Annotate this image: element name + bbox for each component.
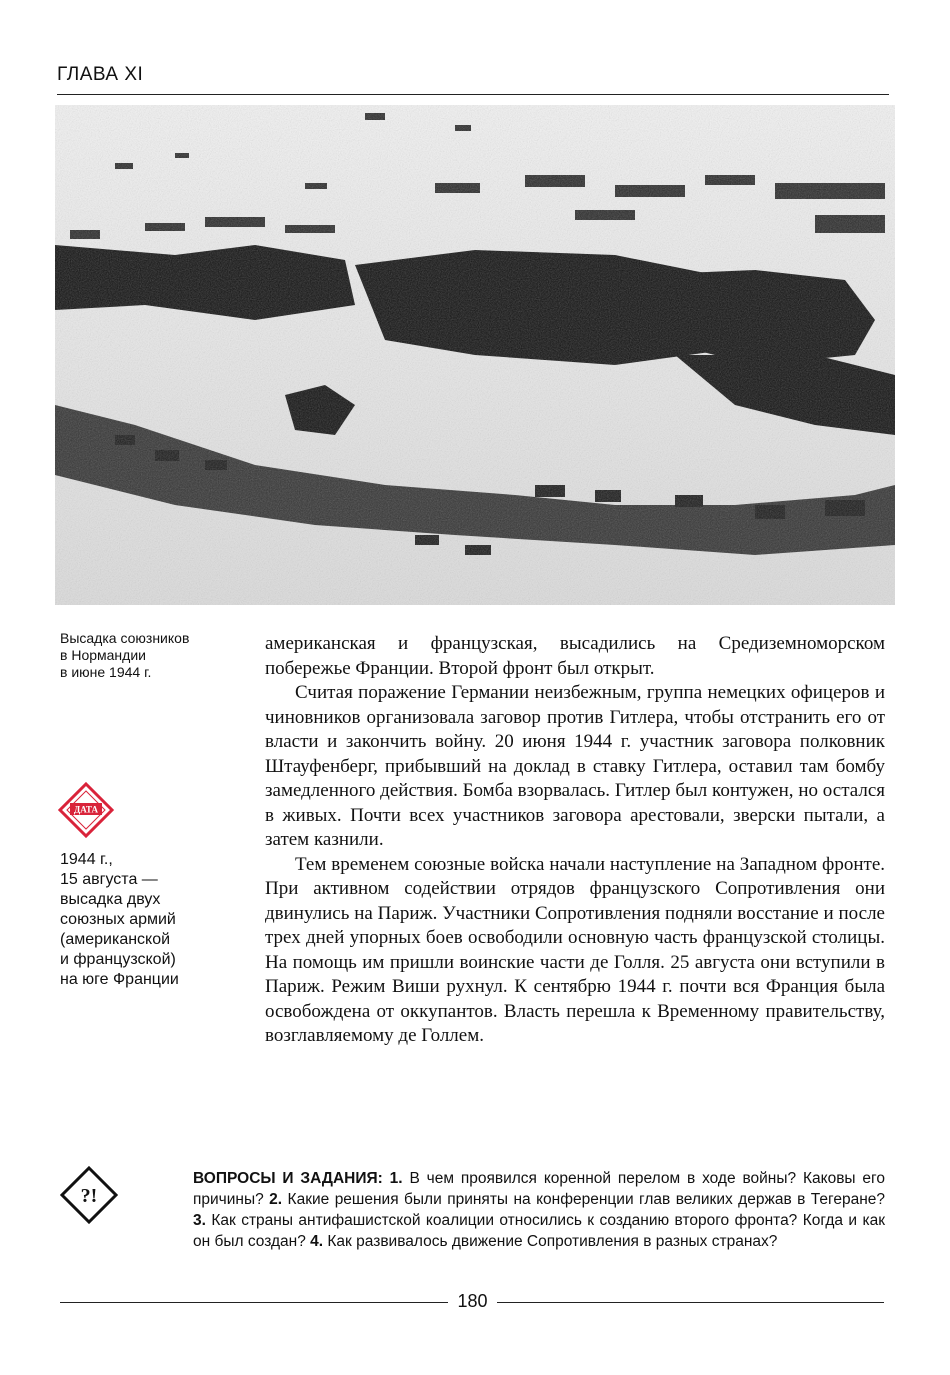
question-text: В чем проявился коренной перелом в ходе войны? Каковы его причины? (193, 1170, 885, 1208)
question-text: Как развивалось движение Сопротивления в разных странах? (327, 1233, 778, 1250)
chapter-heading: ГЛАВА XI (57, 64, 144, 85)
paragraph: Тем временем союзные войска начали наступление на Западном фронте. При активном содействии отрядов французского Сопротивления они двинулись на Париж. Участники Сопротивления подняли восстание и после трех дней упорных боев освободили основную часть французской столицы. На помощь им пришли воинские части де Голля. 25 августа они вступили в Париж. Режим Виши рухнул. К сентябрю 1944 г. почти вся Франция была освобождена от оккупантов. Власть перешла к Временному правительству, возглавляемому де Голлем. (265, 853, 885, 1046)
footer-divider-left (60, 1302, 448, 1303)
caption-line: в Нормандии (60, 647, 146, 663)
question-number: 2. (269, 1191, 283, 1208)
date-note (60, 850, 255, 990)
caption-line: Высадка союзников (60, 630, 190, 646)
beach-landing-photo (55, 105, 895, 605)
paragraph: Считая поражение Германии неизбежным, группа немецких офицеров и чиновников организовала заговор против Гитлера, чтобы отстранить его от власти и закончить войну. 20 июня 1944 г. участник заговора полковник Штауфенберг, прибывший на доклад в ставку Гитлера, оставил там бомбу замедленного действия. Бомба взорвалась. Гитлер был контужен, но остался в живых. Почти всех участников заговора арестовали, зверски пытали, а затем казнили. (265, 682, 885, 850)
question-number: 3. (193, 1212, 206, 1229)
date-note-line: (американской (60, 931, 171, 948)
date-note-line: 15 августа — (60, 871, 158, 888)
footer-divider-right (497, 1302, 884, 1303)
date-note-line: на юге Франции (60, 971, 179, 988)
date-note-line: высадка двух (60, 891, 161, 908)
questions-icon (60, 1166, 118, 1224)
question-text: Какие решения были приняты на конференции глав великих держав в Тегеране? (287, 1191, 885, 1208)
paragraph: американская и французская, высадились на Средиземноморском побережье Франции. Второй фронт был открыт. (265, 633, 885, 679)
date-badge-label: ДАТА (74, 804, 98, 815)
date-note-line: союзных армий (60, 911, 176, 928)
questions-text (193, 1168, 885, 1252)
question-number: 1. (389, 1170, 403, 1187)
main-text (265, 632, 885, 1049)
questions-heading: ВОПРОСЫ И ЗАДАНИЯ: (193, 1170, 383, 1187)
date-note-line: и французской) (60, 951, 176, 968)
header-divider (57, 94, 889, 95)
questions-icon-label: ?! (80, 1185, 98, 1207)
date-badge-icon (58, 782, 114, 838)
question-number: 4. (310, 1233, 324, 1250)
caption-line: в июне 1944 г. (60, 664, 152, 680)
date-note-line: 1944 г., (60, 851, 113, 868)
page-number: 180 (457, 1291, 488, 1311)
question-text: Как страны антифашистской коалиции относились к созданию второго фронта? Когда и как он был создан? (193, 1212, 886, 1250)
photo-caption (60, 630, 250, 681)
